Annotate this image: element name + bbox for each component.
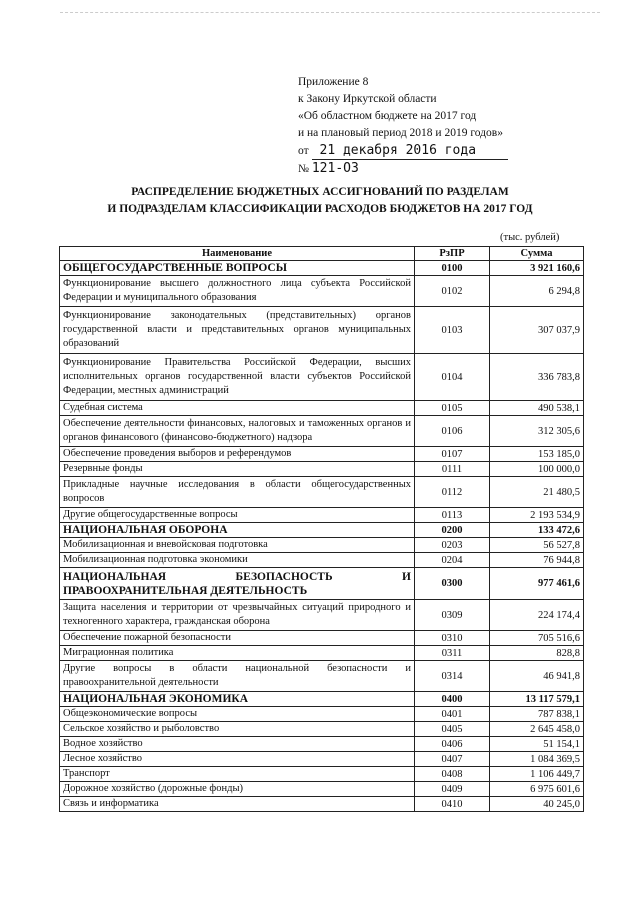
row-sum: 153 185,0 <box>490 447 584 462</box>
row-code: 0103 <box>415 307 490 354</box>
row-code: 0200 <box>415 523 490 538</box>
row-name: Мобилизационная подготовка экономики <box>60 553 415 568</box>
row-sum: 13 117 579,1 <box>490 692 584 707</box>
row-sum: 1 084 369,5 <box>490 752 584 767</box>
row-name: Мобилизационная и вневойсковая подготовка <box>60 538 415 553</box>
row-name: Миграционная политика <box>60 646 415 661</box>
row-name: Резервные фонды <box>60 462 415 477</box>
row-sum: 51 154,1 <box>490 737 584 752</box>
table-row <box>60 600 584 631</box>
table-row <box>60 477 584 508</box>
row-code: 0300 <box>415 568 490 600</box>
row-code: 0104 <box>415 354 490 401</box>
row-code: 0406 <box>415 737 490 752</box>
row-sum: 1 106 449,7 <box>490 767 584 782</box>
table-row <box>60 631 584 646</box>
row-name: Функционирование Правительства Российской Федерации, высших исполнительных органов государственной власти субъектов Российской Федерации, местных администраций <box>60 354 415 401</box>
row-name: Защита населения и территории от чрезвычайных ситуаций природного и техногенного характера, гражданская оборона <box>60 600 415 631</box>
header-sum: Сумма <box>490 247 584 261</box>
row-name: Водное хозяйство <box>60 737 415 752</box>
table-row <box>60 737 584 752</box>
row-code: 0407 <box>415 752 490 767</box>
budget-table <box>59 246 584 812</box>
row-name: Прикладные научные исследования в области общегосударственных вопросов <box>60 477 415 508</box>
row-name: Лесное хозяйство <box>60 752 415 767</box>
annex-line: и на плановый период 2018 и 2019 годов» <box>298 127 503 139</box>
row-sum: 828,8 <box>490 646 584 661</box>
document-title <box>40 184 600 218</box>
header-name: Наименование <box>60 247 415 261</box>
title-line: РАСПРЕДЕЛЕНИЕ БЮДЖЕТНЫХ АССИГНОВАНИЙ ПО РАЗДЕЛАМ <box>131 186 509 198</box>
section-row <box>60 523 584 538</box>
row-code: 0311 <box>415 646 490 661</box>
annex-line: к Закону Иркутской области <box>298 93 437 105</box>
row-sum: 3 921 160,6 <box>490 261 584 276</box>
table-row <box>60 707 584 722</box>
table-row <box>60 722 584 737</box>
table-row <box>60 661 584 692</box>
row-code: 0106 <box>415 416 490 447</box>
row-code: 0401 <box>415 707 490 722</box>
row-code: 0310 <box>415 631 490 646</box>
annex-line: Приложение 8 <box>298 76 369 88</box>
row-code: 0203 <box>415 538 490 553</box>
annex-number-line <box>298 160 508 178</box>
row-sum: 2 645 458,0 <box>490 722 584 737</box>
table-row <box>60 401 584 416</box>
table-row <box>60 276 584 307</box>
table-row <box>60 797 584 812</box>
row-sum: 100 000,0 <box>490 462 584 477</box>
row-code: 0102 <box>415 276 490 307</box>
table-row <box>60 553 584 568</box>
date-value: 21 декабря 2016 года <box>312 142 508 160</box>
row-code: 0105 <box>415 401 490 416</box>
row-name: Обеспечение пожарной безопасности <box>60 631 415 646</box>
row-sum: 6 294,8 <box>490 276 584 307</box>
row-name: Общеэкономические вопросы <box>60 707 415 722</box>
header-code: РзПР <box>415 247 490 261</box>
row-sum: 133 472,6 <box>490 523 584 538</box>
row-sum: 312 305,6 <box>490 416 584 447</box>
date-prefix: от <box>298 145 309 157</box>
row-sum: 705 516,6 <box>490 631 584 646</box>
annex-block <box>298 74 508 178</box>
table-row <box>60 307 584 354</box>
row-code: 0405 <box>415 722 490 737</box>
table-row <box>60 646 584 661</box>
row-name: Другие общегосударственные вопросы <box>60 508 415 523</box>
row-sum: 2 193 534,9 <box>490 508 584 523</box>
row-name: Сельское хозяйство и рыболовство <box>60 722 415 737</box>
number-prefix: № <box>298 163 309 175</box>
units-label: (тыс. рублей) <box>500 232 560 243</box>
row-name: Обеспечение проведения выборов и референдумов <box>60 447 415 462</box>
section-row <box>60 261 584 276</box>
row-code: 0107 <box>415 447 490 462</box>
table-row <box>60 767 584 782</box>
row-name: Функционирование высшего должностного лица субъекта Российской Федерации и муниципального образования <box>60 276 415 307</box>
row-code: 0409 <box>415 782 490 797</box>
row-code: 0314 <box>415 661 490 692</box>
row-sum: 21 480,5 <box>490 477 584 508</box>
row-name: НАЦИОНАЛЬНАЯ ЭКОНОМИКА <box>60 692 415 707</box>
row-name: НАЦИОНАЛЬНАЯ ОБОРОНА <box>60 523 415 538</box>
row-sum: 56 527,8 <box>490 538 584 553</box>
row-name: Другие вопросы в области национальной безопасности и правоохранительной деятельности <box>60 661 415 692</box>
row-code: 0113 <box>415 508 490 523</box>
row-code: 0112 <box>415 477 490 508</box>
row-sum: 224 174,4 <box>490 600 584 631</box>
table-header-row <box>60 247 584 261</box>
row-sum: 336 783,8 <box>490 354 584 401</box>
annex-date-line <box>298 142 508 160</box>
table-row <box>60 462 584 477</box>
table-row <box>60 416 584 447</box>
row-name: Дорожное хозяйство (дорожные фонды) <box>60 782 415 797</box>
row-name: Функционирование законодательных (представительных) органов государственной власти и представительных органов муниципальных образований <box>60 307 415 354</box>
row-name: НАЦИОНАЛЬНАЯ БЕЗОПАСНОСТЬ И ПРАВООХРАНИТЕЛЬНАЯ ДЕЯТЕЛЬНОСТЬ <box>60 568 415 600</box>
row-sum: 490 538,1 <box>490 401 584 416</box>
row-code: 0111 <box>415 462 490 477</box>
row-code: 0408 <box>415 767 490 782</box>
table-row <box>60 508 584 523</box>
row-name: ОБЩЕГОСУДАРСТВЕННЫЕ ВОПРОСЫ <box>60 261 415 276</box>
row-code: 0410 <box>415 797 490 812</box>
row-sum: 76 944,8 <box>490 553 584 568</box>
row-code: 0400 <box>415 692 490 707</box>
table-row <box>60 752 584 767</box>
annex-line: «Об областном бюджете на 2017 год <box>298 110 477 122</box>
number-value: 121-ОЗ <box>311 161 359 176</box>
row-sum: 977 461,6 <box>490 568 584 600</box>
table-row <box>60 538 584 553</box>
row-sum: 40 245,0 <box>490 797 584 812</box>
row-code: 0204 <box>415 553 490 568</box>
scan-edge <box>60 12 600 13</box>
table-row <box>60 447 584 462</box>
table-row <box>60 782 584 797</box>
row-code: 0100 <box>415 261 490 276</box>
row-name: Обеспечение деятельности финансовых, налоговых и таможенных органов и органов финансового (финансово-бюджетного) надзора <box>60 416 415 447</box>
row-name: Транспорт <box>60 767 415 782</box>
row-name: Судебная система <box>60 401 415 416</box>
row-code: 0309 <box>415 600 490 631</box>
row-sum: 307 037,9 <box>490 307 584 354</box>
row-name: Связь и информатика <box>60 797 415 812</box>
section-row <box>60 692 584 707</box>
section-row <box>60 568 584 600</box>
row-sum: 787 838,1 <box>490 707 584 722</box>
row-sum: 46 941,8 <box>490 661 584 692</box>
table-row <box>60 354 584 401</box>
row-sum: 6 975 601,6 <box>490 782 584 797</box>
title-line: И ПОДРАЗДЕЛАМ КЛАССИФИКАЦИИ РАСХОДОВ БЮДЖЕТОВ НА 2017 ГОД <box>107 203 533 215</box>
